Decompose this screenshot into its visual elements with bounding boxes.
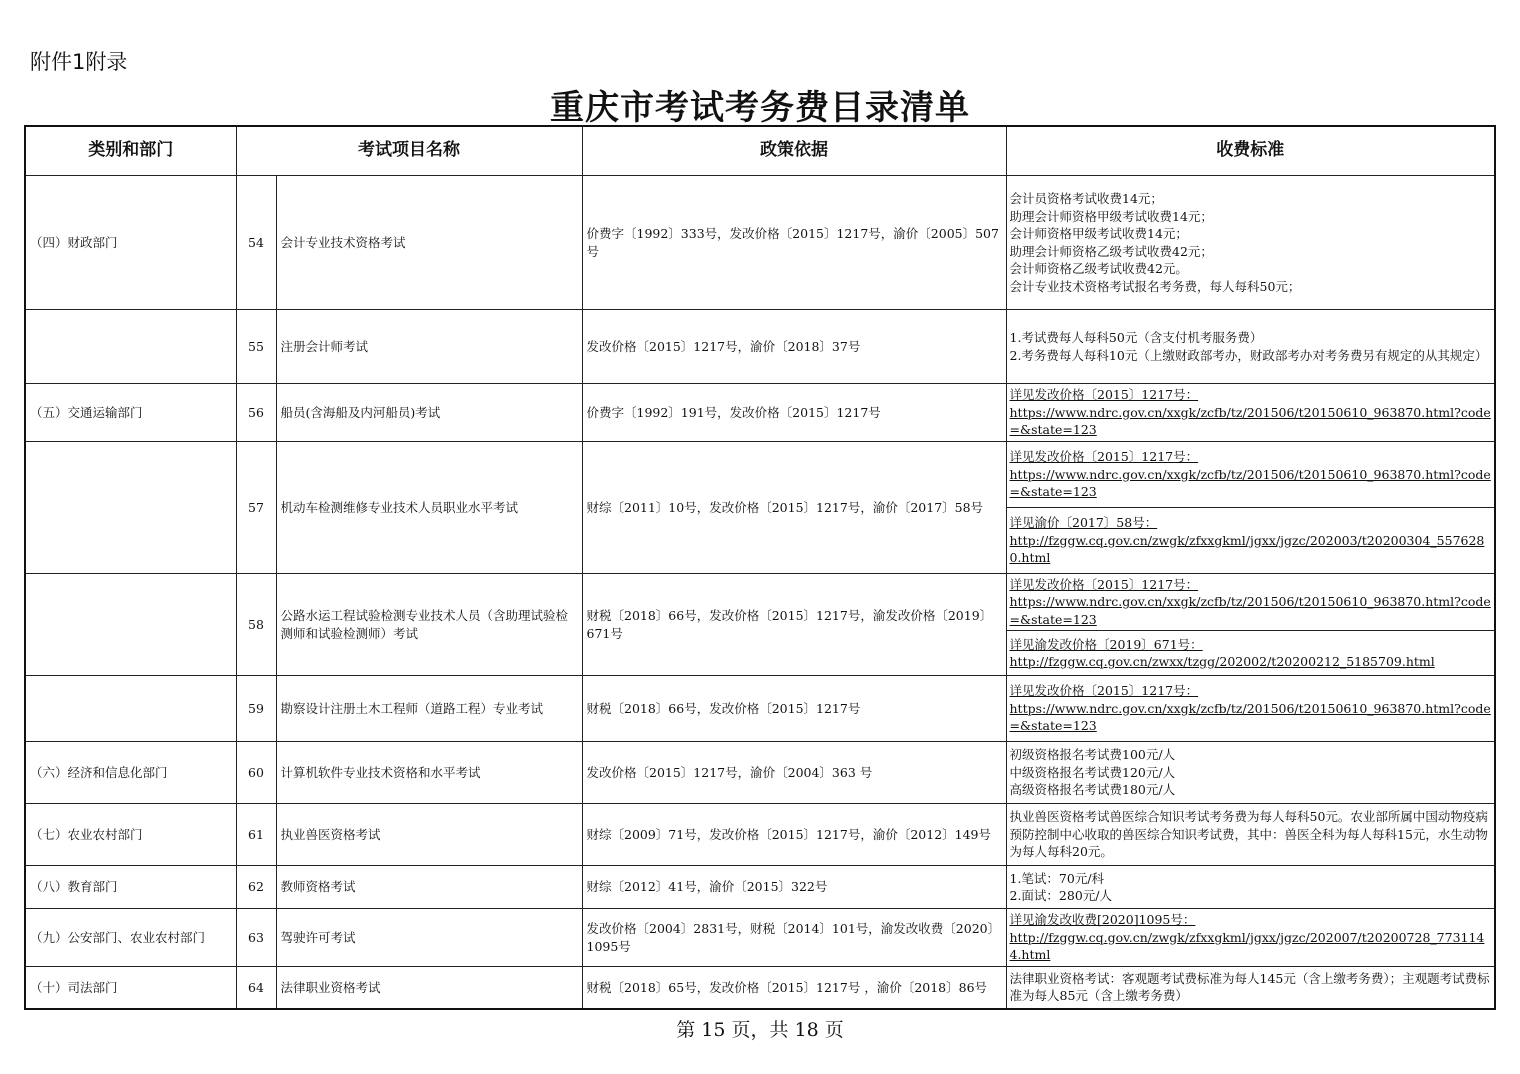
table-row	[25, 742, 1495, 804]
dept-cell: （八）教育部门	[25, 866, 236, 909]
policy-cell: 发改价格〔2015〕1217号，渝价〔2018〕37号	[582, 310, 1006, 384]
fee-table	[24, 125, 1496, 1010]
dept-cell	[25, 574, 236, 676]
fee-standard-cell: 法律职业资格考试：客观题考试费标准为每人145元（含上缴考务费）；主观题考试费标准为每人85元（含上缴考务费）	[1006, 967, 1495, 1009]
exam-name-cell: 勘察设计注册土木工程师（道路工程）专业考试	[276, 676, 582, 742]
table-row	[25, 804, 1495, 866]
header-dept: 类别和部门	[25, 126, 236, 176]
exam-name-cell: 驾驶许可考试	[276, 909, 582, 967]
exam-name-cell: 会计专业技术资格考试	[276, 176, 582, 310]
table-row	[25, 442, 1495, 508]
policy-url-link[interactable]: https://www.ndrc.gov.cn/xxgk/zcfb/tz/201506/t20150610_963870.html?code=&state=123	[1009, 700, 1491, 734]
policy-cell: 财综〔2009〕71号，发改价格〔2015〕1217号，渝价〔2012〕149号	[582, 804, 1006, 866]
policy-url-link[interactable]: http://fzggw.cq.gov.cn/zwgk/zfxxgkml/jgxx/jgzc/202003/t20200304_5576280.html	[1009, 532, 1485, 566]
exam-name-cell: 公路水运工程试验检测专业技术人员（含助理试验检测师和试验检测师）考试	[276, 574, 582, 676]
fee-standard-cell	[1006, 508, 1495, 574]
item-number: 54	[236, 176, 276, 310]
fee-standard-cell	[1006, 574, 1495, 631]
header-fee-standard: 收费标准	[1006, 126, 1495, 176]
policy-url-link[interactable]: http://fzggw.cq.gov.cn/zwxx/tzgg/202002/t20200212_5185709.html	[1009, 654, 1435, 669]
policy-cell: 财税〔2018〕65号，发改价格〔2015〕1217号 ，渝价〔2018〕86号	[582, 967, 1006, 1009]
item-number: 56	[236, 384, 276, 442]
fee-standard-cell	[1006, 384, 1495, 442]
fee-standard-cell: 会计员资格考试收费14元； 助理会计师资格甲级考试收费14元； 会计师资格甲级考试收费14元； 助理会计师资格乙级考试收费42元； 会计师资格乙级考试收费42元。 会计专业技术资格考试报名考务费，每人每科50元；	[1006, 176, 1495, 310]
table-row	[25, 676, 1495, 742]
item-number: 60	[236, 742, 276, 804]
policy-cell: 价费字〔1992〕333号，发改价格〔2015〕1217号，渝价〔2005〕507号	[582, 176, 1006, 310]
item-number: 55	[236, 310, 276, 384]
table-row	[25, 310, 1495, 384]
fee-standard-cell: 1.笔试：70元/科 2.面试：280元/人	[1006, 866, 1495, 909]
dept-cell: （七）农业农村部门	[25, 804, 236, 866]
item-number: 63	[236, 909, 276, 967]
item-number: 64	[236, 967, 276, 1009]
exam-name-cell: 教师资格考试	[276, 866, 582, 909]
item-number: 58	[236, 574, 276, 676]
exam-name-cell: 注册会计师考试	[276, 310, 582, 384]
policy-reference-link[interactable]: 详见渝发改收费[2020]1095号：	[1009, 912, 1196, 928]
dept-cell: （四）财政部门	[25, 176, 236, 310]
exam-name-cell: 法律职业资格考试	[276, 967, 582, 1009]
fee-standard-cell	[1006, 909, 1495, 967]
exam-name-cell: 船员(含海船及内河船员)考试	[276, 384, 582, 442]
policy-reference-link[interactable]: 详见发改价格〔2015〕1217号：	[1009, 576, 1199, 592]
policy-cell: 发改价格〔2004〕2831号，财税〔2014〕101号，渝发改收费〔2020〕1095号	[582, 909, 1006, 967]
policy-cell: 财税〔2018〕66号，发改价格〔2015〕1217号	[582, 676, 1006, 742]
item-number: 61	[236, 804, 276, 866]
header-exam-name: 考试项目名称	[236, 126, 582, 176]
policy-reference-link[interactable]: 详见渝发改价格〔2019〕671号：	[1009, 636, 1203, 652]
exam-name-cell: 执业兽医资格考试	[276, 804, 582, 866]
header-policy: 政策依据	[582, 126, 1006, 176]
policy-reference-link[interactable]: 详见发改价格〔2015〕1217号：	[1009, 683, 1199, 699]
fee-standard-cell: 1.考试费每人每科50元（含支付机考服务费） 2.考务费每人每科10元（上缴财政部考办，财政部考办对考务费另有规定的从其规定）	[1006, 310, 1495, 384]
policy-cell: 发改价格〔2015〕1217号，渝价〔2004〕363 号	[582, 742, 1006, 804]
fee-standard-cell	[1006, 631, 1495, 676]
fee-standard-cell	[1006, 676, 1495, 742]
policy-url-link[interactable]: https://www.ndrc.gov.cn/xxgk/zcfb/tz/201506/t20150610_963870.html?code=&state=123	[1009, 404, 1491, 438]
policy-url-link[interactable]: https://www.ndrc.gov.cn/xxgk/zcfb/tz/201506/t20150610_963870.html?code=&state=123	[1009, 466, 1491, 500]
policy-url-link[interactable]: https://www.ndrc.gov.cn/xxgk/zcfb/tz/201506/t20150610_963870.html?code=&state=123	[1009, 594, 1491, 627]
dept-cell: （九）公安部门、农业农村部门	[25, 909, 236, 967]
table-row	[25, 176, 1495, 310]
table-row	[25, 574, 1495, 631]
dept-cell: （六）经济和信息化部门	[25, 742, 236, 804]
attachment-label: 附件1附录	[30, 50, 128, 74]
fee-standard-cell: 执业兽医资格考试兽医综合知识考试考务费为每人每科50元。农业部所属中国动物疫病预防控制中心收取的兽医综合知识考试费，其中：兽医全科为每人每科15元，水生动物为每人每科20元。	[1006, 804, 1495, 866]
exam-name-cell: 机动车检测维修专业技术人员职业水平考试	[276, 442, 582, 574]
policy-reference-link[interactable]: 详见发改价格〔2015〕1217号：	[1009, 387, 1199, 403]
table-header-row	[25, 126, 1495, 176]
dept-cell	[25, 442, 236, 574]
policy-cell: 财综〔2012〕41号，渝价〔2015〕322号	[582, 866, 1006, 909]
table-row	[25, 866, 1495, 909]
policy-cell: 价费字〔1992〕191号，发改价格〔2015〕1217号	[582, 384, 1006, 442]
item-number: 62	[236, 866, 276, 909]
item-number: 57	[236, 442, 276, 574]
dept-cell: （五）交通运输部门	[25, 384, 236, 442]
table-row	[25, 384, 1495, 442]
policy-cell: 财税〔2018〕66号，发改价格〔2015〕1217号，渝发改价格〔2019〕671号	[582, 574, 1006, 676]
fee-standard-cell	[1006, 442, 1495, 508]
fee-standard-cell: 初级资格报名考试费100元/人 中级资格报名考试费120元/人 高级资格报名考试费180元/人	[1006, 742, 1495, 804]
dept-cell	[25, 310, 236, 384]
policy-cell: 财综〔2011〕10号，发改价格〔2015〕1217号，渝价〔2017〕58号	[582, 442, 1006, 574]
exam-name-cell: 计算机软件专业技术资格和水平考试	[276, 742, 582, 804]
policy-reference-link[interactable]: 详见发改价格〔2015〕1217号：	[1009, 449, 1199, 465]
policy-url-link[interactable]: http://fzggw.cq.gov.cn/zwgk/zfxxgkml/jgxx/jgzc/202007/t20200728_7731144.html	[1009, 929, 1485, 963]
table-row	[25, 909, 1495, 967]
policy-reference-link[interactable]: 详见渝价〔2017〕58号：	[1009, 515, 1158, 531]
page-title: 重庆市考试考务费目录清单	[550, 88, 970, 128]
page-number: 第 15 页，共 18 页	[676, 1019, 844, 1041]
item-number: 59	[236, 676, 276, 742]
table-row	[25, 967, 1495, 1009]
dept-cell: （十）司法部门	[25, 967, 236, 1009]
dept-cell	[25, 676, 236, 742]
